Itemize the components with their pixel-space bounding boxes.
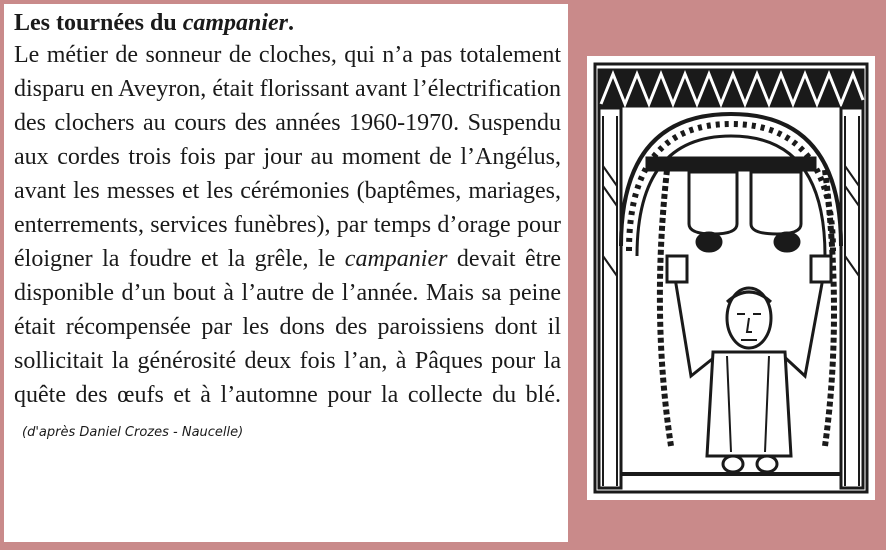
title-italic: campanier xyxy=(182,10,289,36)
title-text: Les tournées du xyxy=(14,10,183,36)
article-title xyxy=(14,8,568,38)
article-panel xyxy=(4,4,568,542)
article-body xyxy=(14,38,561,450)
title-period: . xyxy=(288,10,295,36)
body-italic-term: campanier xyxy=(344,246,448,272)
body-text-1: Le métier de sonneur de cloches, qui n’a pas totalement disparu en Aveyron, était florissant avant l’électrification des clochers au cours des années 1960-1970. Suspendu aux cordes trois fois par jour au moment de l’Angélus, avant les messes et les cérémonies (baptêmes, mariages, enterrements, services funèbres), par temps d’orage pour éloigner la foudre et la grêle, le xyxy=(14,42,561,272)
illustration-panel xyxy=(587,56,875,500)
bell-ringer-illustration xyxy=(587,56,875,500)
source-credit: (d'après Daniel Crozes - Naucelle) xyxy=(22,425,244,440)
body-text-2: devait être disponible d’un bout à l’autre de l’année. Mais sa peine était récompensée par les dons des paroissiens dont il sollicitait la générosité deux fois l’an, à Pâques pour la quête des œufs et à l’automne pour la collecte du blé. xyxy=(14,246,561,408)
